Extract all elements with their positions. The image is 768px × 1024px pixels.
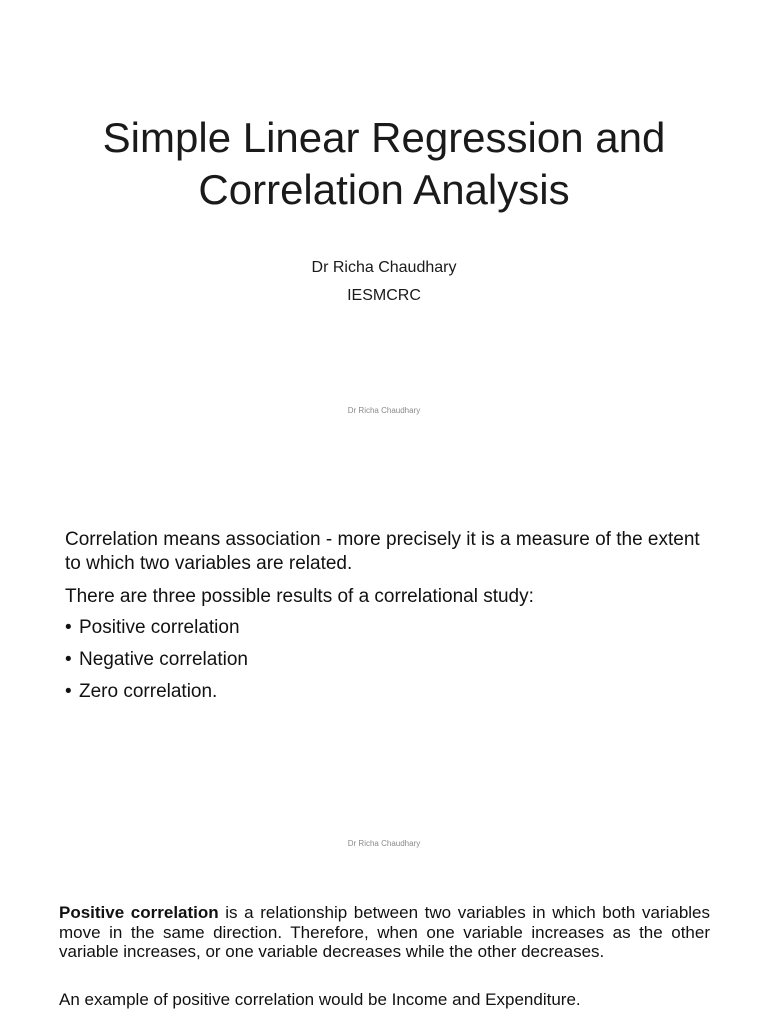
title-slide — [0, 0, 768, 432]
title-line-1: Simple Linear Regression and — [102, 114, 666, 161]
example-text: An example of positive correlation would be Income and Expenditure. — [59, 990, 581, 1009]
results-intro: There are three possible results of a correlational study: — [65, 586, 534, 607]
correlation-slide — [0, 432, 768, 864]
positive-correlation-definition — [59, 903, 710, 962]
list-item — [65, 680, 248, 712]
list-item — [65, 648, 248, 680]
list-item-text: Zero correlation. — [79, 681, 218, 702]
presentation-title — [60, 112, 708, 216]
list-item-text: Negative correlation — [79, 649, 248, 670]
correlation-types-list — [65, 616, 248, 712]
definition-text: is a relationship between two variables in which both variables move in the same direction. Therefore, when one variable increases as the other variable increases, or one variable decreases while the other decreases. — [59, 903, 711, 961]
bullet-icon: • — [65, 649, 72, 670]
slide-footer: Dr Richa Chaudhary — [347, 839, 421, 848]
correlation-definition: Correlation means association - more precisely it is a measure of the extent to which two variables are related. — [65, 529, 700, 574]
term-positive-correlation: Positive correlation — [59, 903, 219, 922]
organization-name: IESMCRC — [347, 287, 421, 304]
positive-correlation-slide — [0, 864, 768, 1024]
bullet-icon: • — [65, 617, 72, 638]
bullet-icon: • — [65, 681, 72, 702]
list-item-text: Positive correlation — [79, 617, 240, 638]
title-line-2: Correlation Analysis — [198, 166, 570, 213]
author-name: Dr Richa Chaudhary — [311, 259, 457, 276]
list-item — [65, 616, 248, 648]
slide-footer: Dr Richa Chaudhary — [347, 406, 421, 415]
